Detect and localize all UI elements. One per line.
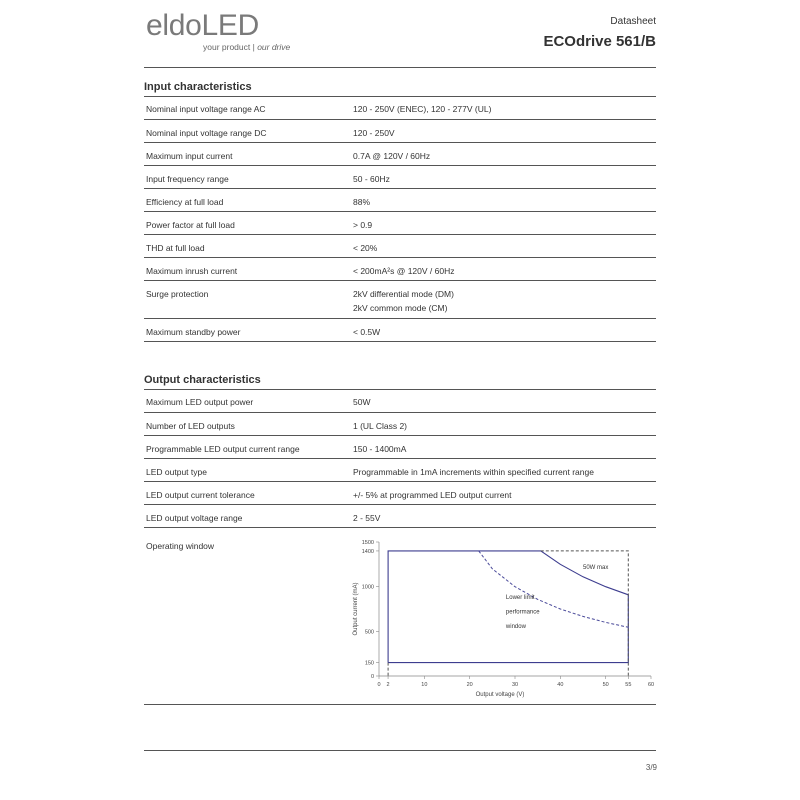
output-characteristics-table [144,389,656,528]
table-row [144,142,656,165]
x-tick-label: 55 [625,682,632,688]
y-tick-label: 1000 [361,584,374,591]
spec-value: +/- 5% at programmed LED output current [351,481,656,504]
spec-value-line: 2kV common mode (CM) [353,302,448,313]
logo-tagline: your product | our drive [203,42,291,52]
document-title: ECOdrive 561/B [543,33,656,50]
spec-label: LED output voltage range [144,504,351,527]
spec-value: 120 - 250V [351,119,656,142]
table-row [144,234,656,257]
table-row [144,165,656,188]
spec-value: > 0.9 [351,211,656,234]
logo-wordmark: eldoLED [146,9,259,42]
y-tick-label: 1400 [361,548,374,555]
spec-value: 2 - 55V [351,504,656,527]
spec-value: 50 - 60Hz [351,165,656,188]
page-number: 3/9 [645,763,657,772]
spec-label: Nominal input voltage range DC [144,119,351,142]
brand-logo [146,10,290,52]
table-row [144,435,656,458]
table-row [144,211,656,234]
table-row [144,119,656,142]
table-row [144,280,656,318]
spec-value: < 200mA²s @ 120V / 60Hz [351,257,656,280]
table-row [144,458,656,481]
table-row [144,257,656,280]
y-tick-label: 150 [364,660,374,667]
table-row [144,188,656,211]
chart-annotation: performance [505,609,540,616]
x-axis-label: Output voltage (V) [475,692,525,698]
table-row [144,96,656,119]
output-section-title: Output characteristics [144,374,261,386]
y-tick-label: 500 [364,629,374,636]
series-line [479,551,629,627]
spec-value: 50W [351,389,656,412]
spec-label: Maximum inrush current [144,257,351,280]
spec-value [351,280,656,318]
chart-annotation: Lower limit [505,595,535,602]
spec-value: 120 - 250V (ENEC), 120 - 277V (UL) [351,96,656,119]
table-row [144,481,656,504]
x-tick-label: 30 [511,682,519,688]
x-tick-label: 50 [602,682,609,688]
footer-divider [144,750,656,751]
spec-label: Number of LED outputs [144,412,351,435]
y-tick-label: 1500 [361,540,374,546]
y-axis-label: Output current (mA) [353,582,359,636]
input-section-title: Input characteristics [144,81,252,93]
output-bottom-rule [144,704,656,705]
table-row [144,318,656,341]
spec-label: LED output type [144,458,351,481]
spec-value: 0.7A @ 120V / 60Hz [351,142,656,165]
spec-value: 88% [351,188,656,211]
spec-value: 150 - 1400mA [351,435,656,458]
spec-label: Efficiency at full load [144,188,351,211]
x-tick-label: 60 [647,682,655,688]
y-tick-label: 0 [370,674,374,680]
chart-annotation: 50W max [583,564,609,571]
spec-label: Power factor at full load [144,211,351,234]
spec-label: Maximum standby power [144,318,351,341]
spec-value: 1 (UL Class 2) [351,412,656,435]
spec-value: Programmable in 1mA increments within specified current range [351,458,656,481]
header-divider [144,67,656,68]
table-row [144,389,656,412]
spec-label: Maximum LED output power [144,389,351,412]
operating-window-label: Operating window [146,541,215,551]
spec-label: Input frequency range [144,165,351,188]
table-row [144,504,656,527]
spec-value: < 20% [351,234,656,257]
operating-window-chart [340,535,660,700]
document-type: Datasheet [610,16,656,27]
x-tick-label: 2 [386,682,390,688]
x-tick-label: 10 [421,682,428,688]
x-tick-label: 40 [557,682,564,688]
spec-label: THD at full load [144,234,351,257]
spec-label: Maximum input current [144,142,351,165]
spec-value-line: 2kV differential mode (DM) [353,288,454,299]
spec-label: Programmable LED output current range [144,435,351,458]
table-row [144,412,656,435]
spec-label: Nominal input voltage range AC [144,96,351,119]
input-characteristics-table [144,96,656,342]
x-tick-label: 20 [466,682,473,688]
spec-label: LED output current tolerance [144,481,351,504]
chart-annotation: window [505,623,526,630]
spec-value: < 0.5W [351,318,656,341]
spec-label: Surge protection [144,280,351,318]
x-tick-label: 0 [377,682,381,688]
